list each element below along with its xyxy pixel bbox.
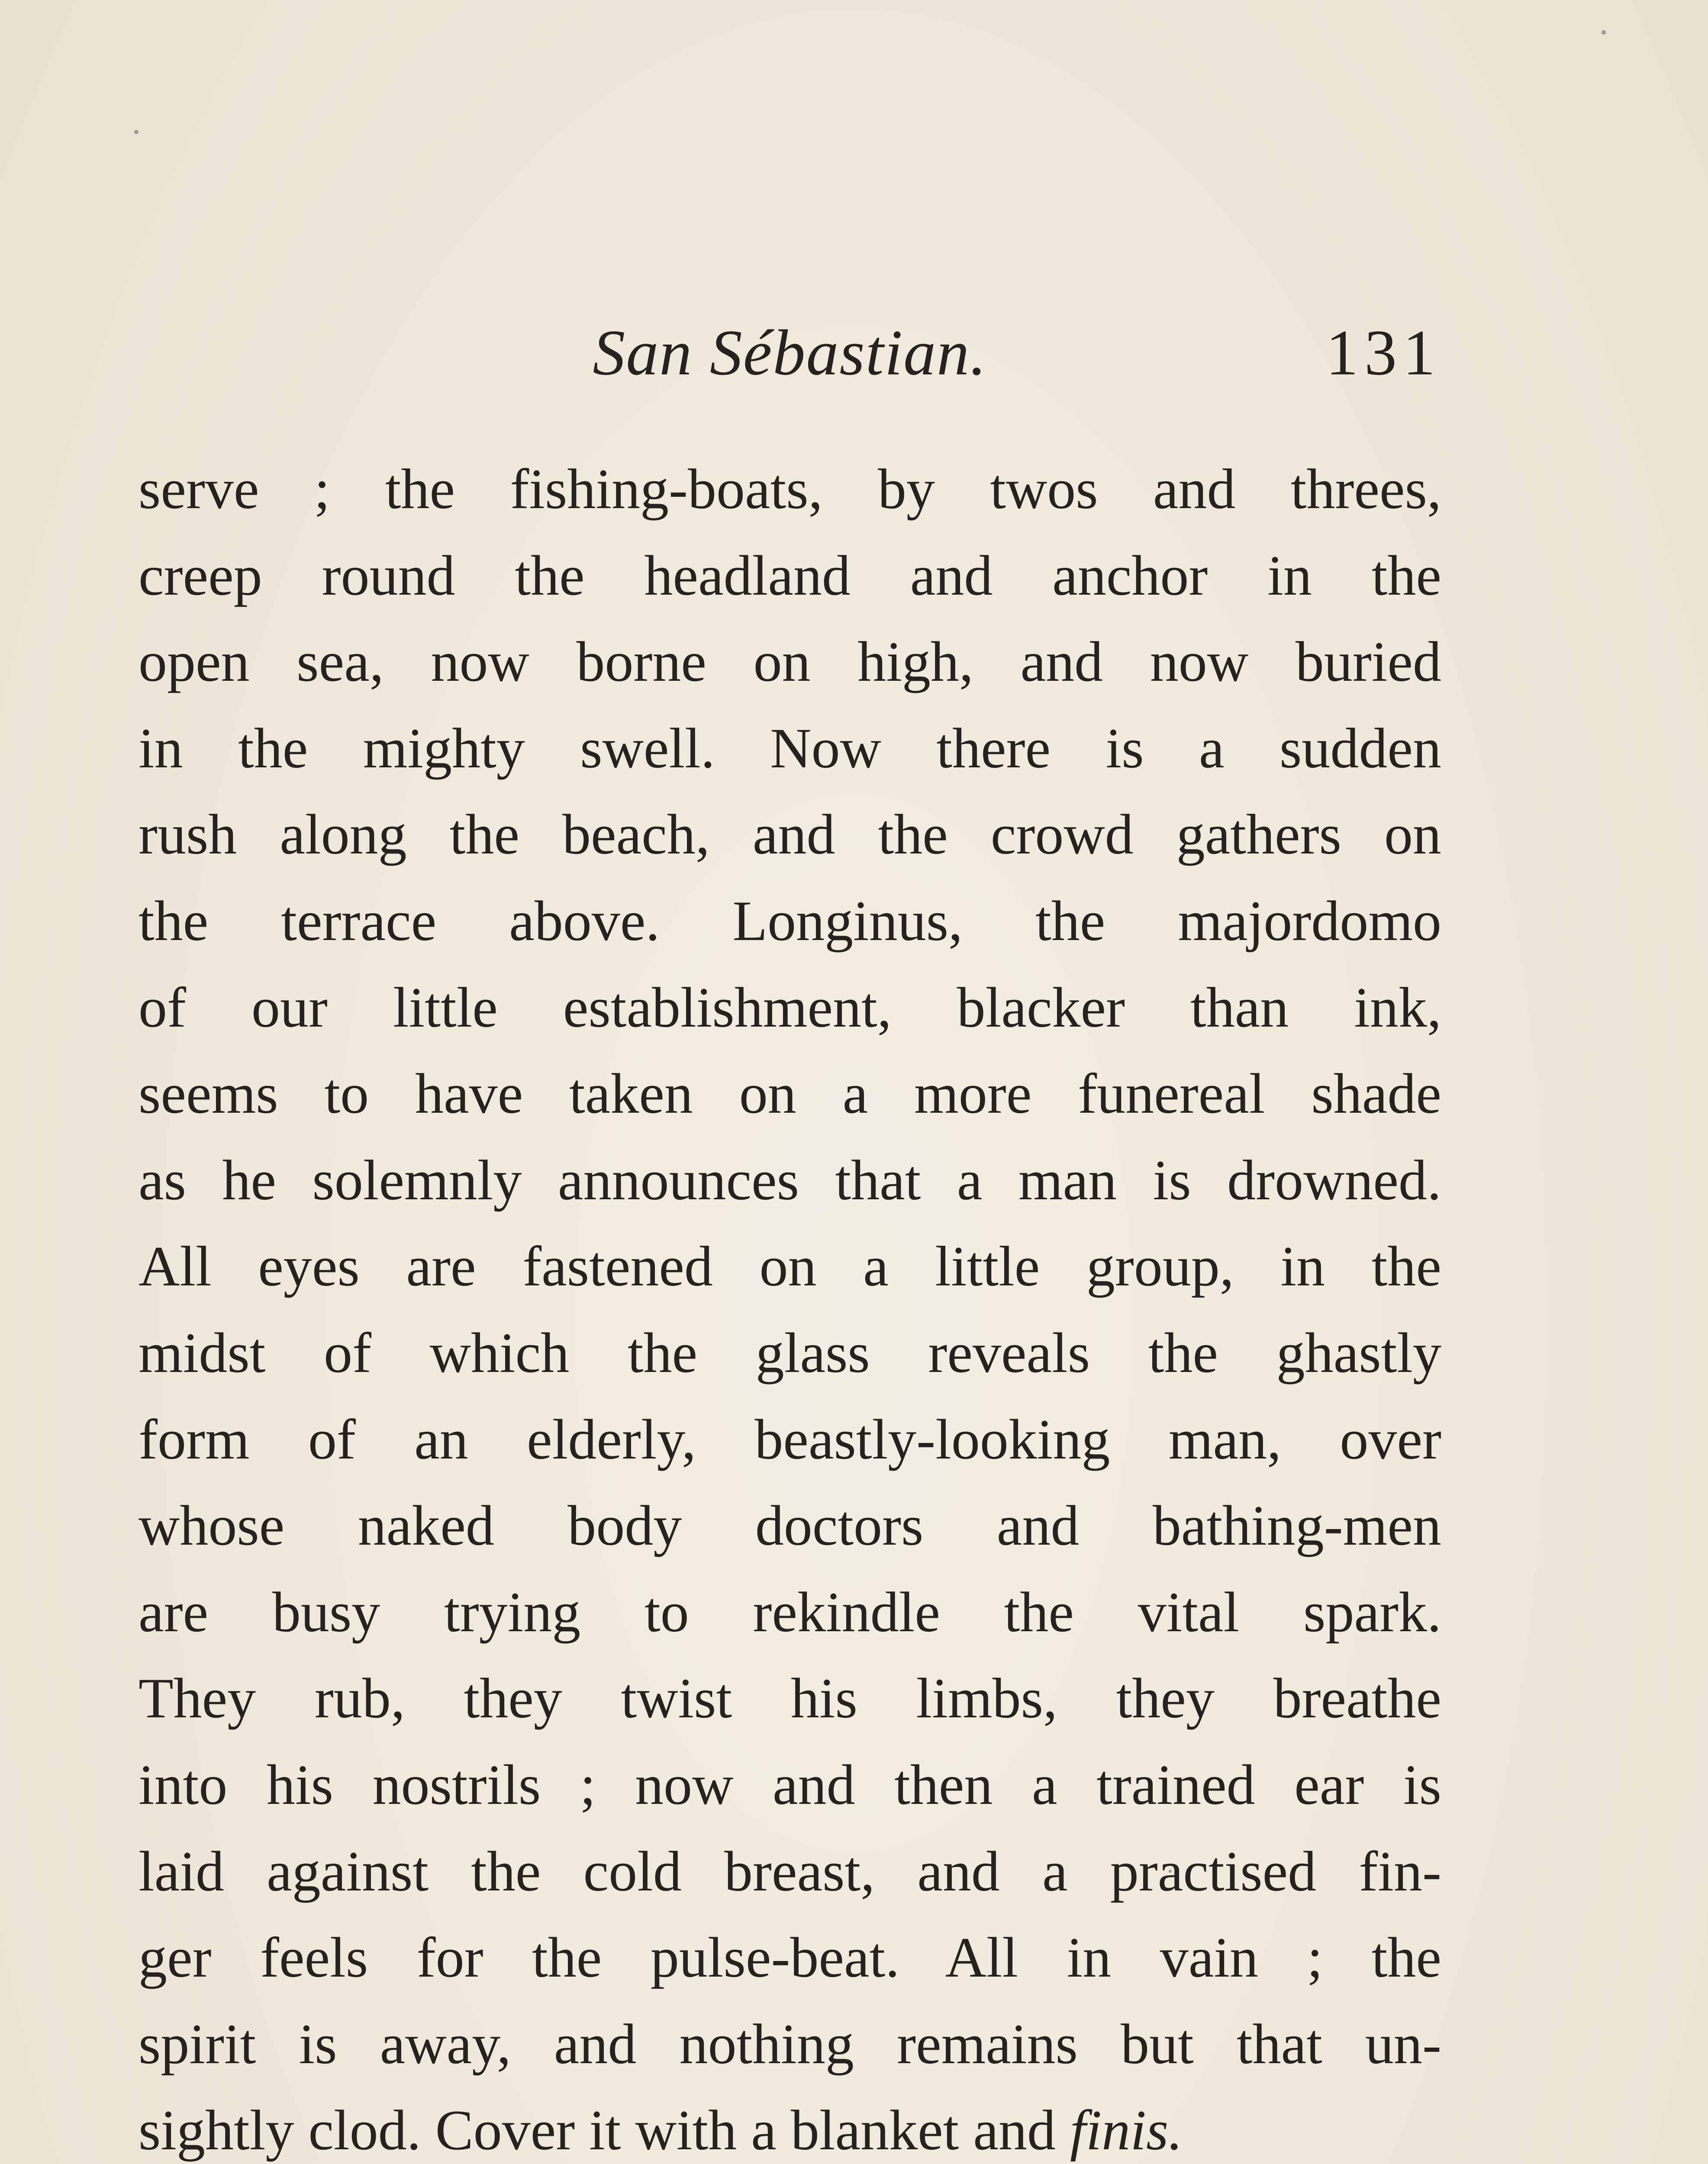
page-number: 131	[1326, 317, 1441, 389]
text-line: are busy trying to rekindle the vital spark.	[139, 1580, 1441, 1644]
text-line: as he solemnly announces that a man is drowned.	[139, 1148, 1441, 1212]
running-title: San Sébastian.	[593, 317, 987, 389]
speck-mark	[1602, 30, 1606, 35]
text-line: All eyes are fastened on a little group, in the	[139, 1234, 1441, 1298]
text-line: They rub, they twist his limbs, they breathe	[139, 1666, 1441, 1730]
text-line: into his nostrils ; now and then a trained ear is	[139, 1752, 1441, 1816]
speck-mark	[134, 130, 139, 134]
text-line: form of an elderly, beastly-looking man, over	[139, 1407, 1441, 1471]
text-line: spirit is away, and nothing remains but that un-	[139, 2012, 1441, 2076]
running-head	[139, 303, 1441, 403]
text-line: laid against the cold breast, and a practised fin-	[139, 1839, 1441, 1903]
text-line: midst of which the glass reveals the ghastly	[139, 1320, 1441, 1385]
text-line: in the mighty swell. Now there is a sudden	[139, 716, 1441, 780]
text-line: seems to have taken on a more funereal shade	[139, 1062, 1441, 1126]
text-line: serve ; the fishing-boats, by twos and threes,	[139, 457, 1441, 521]
text-line: rush along the beach, and the crowd gathers on	[139, 802, 1441, 866]
text-line: creep round the headland and anchor in the	[139, 543, 1441, 607]
text-line	[139, 2087, 1441, 2164]
italic-word: finis.	[1070, 2098, 1183, 2162]
text-line: ger feels for the pulse-beat. All in vain ; the	[139, 1926, 1441, 1990]
body-text	[139, 446, 1441, 2164]
text-line: of our little establishment, blacker than ink,	[139, 975, 1441, 1039]
text-line: whose naked body doctors and bathing-men	[139, 1494, 1441, 1558]
text-line: the terrace above. Longinus, the majordomo	[139, 889, 1441, 953]
text-segment: sightly clod. Cover it with a blanket and	[139, 2098, 1056, 2162]
text-line: open sea, now borne on high, and now buried	[139, 630, 1441, 694]
